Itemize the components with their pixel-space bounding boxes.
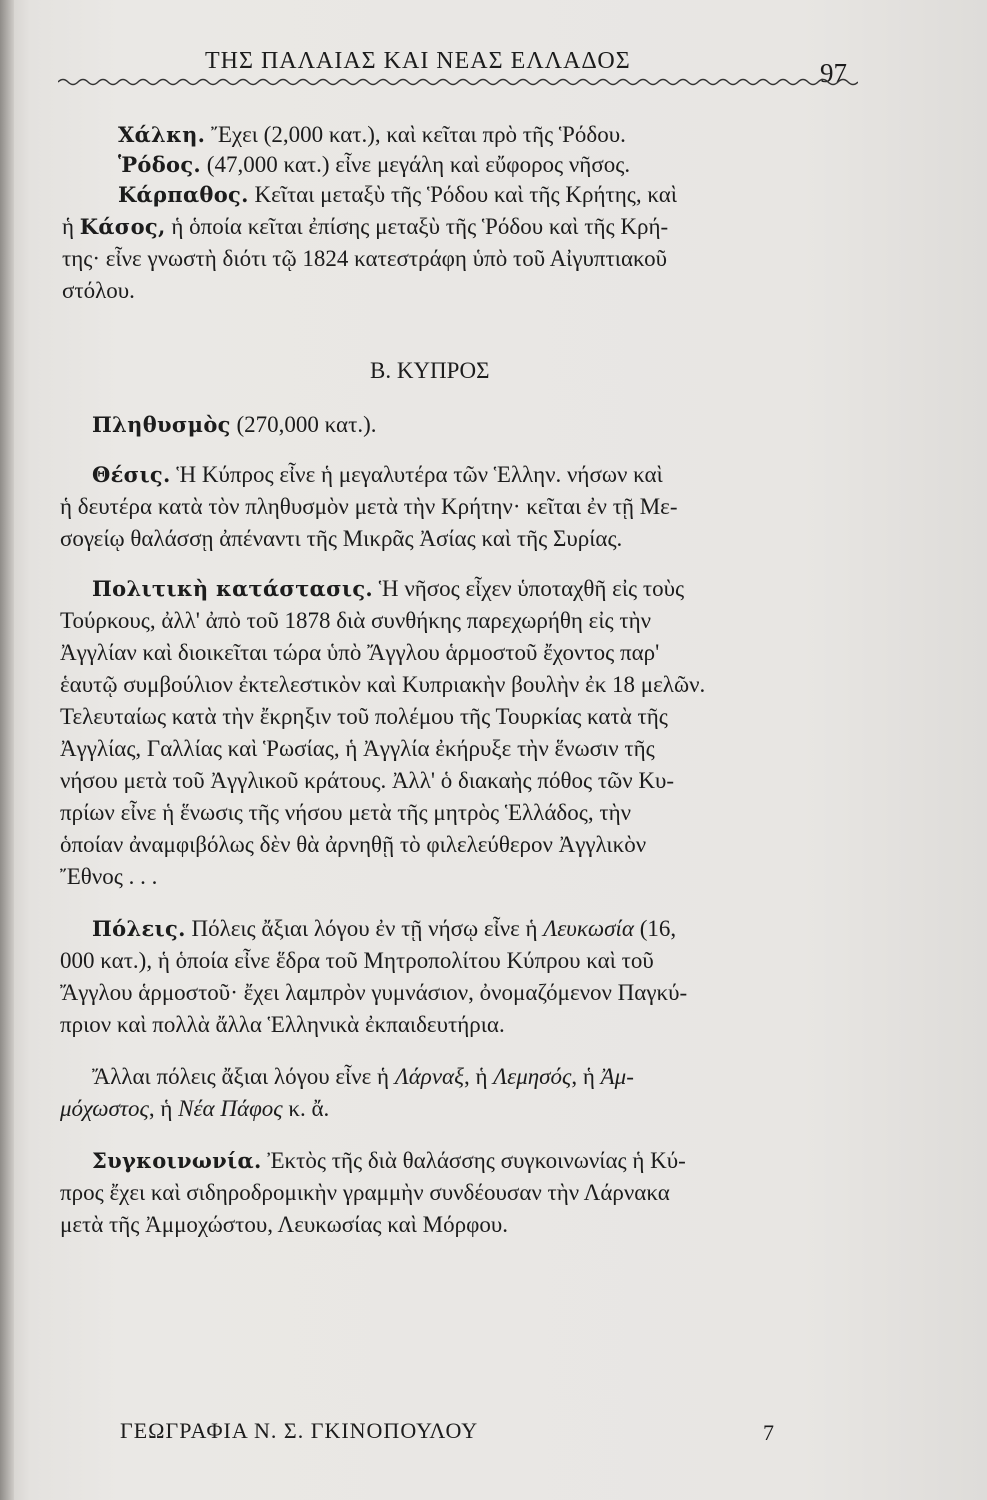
paragraph-karpathos-line-1: Κάρπαθος. Κεῖται μεταξὺ τῆς Ῥόδου καὶ τῆς Κρήτης, καὶ — [118, 182, 678, 207]
island-name-kasos: Κάσος, — [79, 214, 166, 239]
paragraph-karpathos-line-2: ἡ Κάσος, ἡ ὁποία κεῖται ἐπίσης μεταξὺ τῆς Ῥόδου καὶ τῆς Κρή- — [62, 214, 669, 239]
section-heading: Β. ΚΥΠΡΟΣ — [370, 358, 490, 383]
paragraph-position-line-3: σογείῳ θαλάσσῃ ἀπέναντι τῆς Μικρᾶς Ἀσίας καὶ τῆς Συρίας. — [60, 526, 623, 551]
paragraph-political-line-6: Ἀγγλίας, Γαλλίας καὶ Ῥωσίας, ἡ Ἀγγλία ἐκήρυξε τὴν ἕνωσιν τῆς — [60, 736, 655, 761]
footer-signature-mark: 7 — [763, 1420, 774, 1445]
label-cities: Πόλεις. — [92, 916, 186, 941]
paragraph-other-cities-line-2: μόχωστος, ἡ Νέα Πάφος κ. ἄ. — [60, 1096, 330, 1121]
page-number: 97 — [820, 58, 847, 88]
island-name-karpathos: Κάρπαθος. — [118, 182, 249, 207]
label-population: Πληθυσμὸς — [92, 412, 231, 437]
label-communications: Συγκοινωνία. — [92, 1148, 262, 1173]
label-position: Θέσις. — [92, 462, 171, 487]
paragraph-other-cities-line-1: Ἄλλαι πόλεις ἄξιαι λόγου εἶνε ἡ Λάρναξ, ἡ Λεμησός, ἡ Ἀμ- — [92, 1064, 634, 1089]
paragraph-political-line-8: πρίων εἶνε ἡ ἕνωσις τῆς νήσου μετὰ τῆς μητρὸς Ἑλλάδος, τὴν — [60, 800, 632, 825]
paragraph-political-line-2: Τούρκους, ἀλλ' ἀπὸ τοῦ 1878 διὰ συνθήκης παρεχωρήθη εἰς τὴν — [60, 608, 652, 633]
paragraph-political-line-9: ὁποίαν ἀναμφιβόλως δὲν θὰ ἀρνηθῇ τὸ φιλελεύθερον Ἀγγλικὸν — [60, 832, 647, 857]
paragraph-communications-line-3: μετὰ τῆς Ἀμμοχώστου, Λευκωσίας καὶ Μόρφου. — [60, 1212, 508, 1237]
paragraph-karpathos-line-3: της· εἶνε γνωστὴ διότι τῷ 1824 κατεστράφη ὑπὸ τοῦ Αἰγυπτιακοῦ — [62, 246, 667, 271]
city-paphos: Νέα Πάφος — [178, 1096, 283, 1121]
paragraph-political-line-4: ἑαυτῷ συμβούλιον ἐκτελεστικὸν καὶ Κυπριακὴν βουλὴν ἐκ 18 μελῶν. — [60, 672, 706, 697]
paragraph-karpathos-line-4: στόλου. — [62, 278, 135, 303]
paragraph-political-line-7: νήσου μετὰ τοῦ Ἀγγλικοῦ κράτους. Ἀλλ' ὁ διακαὴς πόθος τῶν Κυ- — [60, 768, 675, 793]
paragraph-communications-line-1: Συγκοινωνία. Ἐκτὸς τῆς διὰ θαλάσσης συγκοινωνίας ἡ Κύ- — [92, 1148, 686, 1173]
paragraph-population: Πληθυσμὸς (270,000 κατ.). — [92, 412, 377, 437]
paragraph-cities-line-4: πριον καὶ πολλὰ ἄλλα Ἑλληνικὰ ἐκπαιδευτήρια. — [60, 1012, 505, 1037]
paragraph-political-line-10: Ἔθνος . . . — [60, 864, 158, 889]
paragraph-political-line-3: Ἀγγλίαν καὶ διοικεῖται τώρα ὑπὸ Ἄγγλου ἁρμοστοῦ ἔχοντος παρ' — [60, 640, 660, 665]
running-title: ΤΗΣ ΠΑΛΑΙΑΣ ΚΑΙ ΝΕΑΣ ΕΛΛΑΔΟΣ — [205, 48, 631, 74]
paragraph-cities-line-1: Πόλεις. Πόλεις ἄξιαι λόγου ἐν τῇ νήσῳ εἶνε ἡ Λευκωσία (16, — [92, 916, 677, 941]
city-famagusta-part-2: μόχωστος — [60, 1096, 149, 1121]
paragraph-halki: Χάλκη. Ἔχει (2,000 κατ.), καὶ κεῖται πρὸ τῆς Ῥόδου. — [118, 122, 626, 147]
island-name-halki: Χάλκη. — [118, 122, 206, 147]
paragraph-position-line-1: Θέσις. Ἡ Κύπρος εἶνε ἡ μεγαλυτέρα τῶν Ἑλλην. νήσων καὶ — [92, 462, 663, 487]
paragraph-cities-line-3: Ἄγγλου ἁρμοστοῦ· ἔχει λαμπρὸν γυμνάσιον, ὀνομαζόμενον Παγκύ- — [60, 980, 688, 1005]
label-political-status: Πολιτικὴ κατάστασις. — [92, 576, 374, 601]
city-larnaca: Λάρναξ — [394, 1064, 464, 1089]
paragraph-political-line-1: Πολιτικὴ κατάστασις. Ἡ νῆσος εἶχεν ὑποταχθῆ εἰς τοὺς — [92, 576, 685, 601]
paragraph-cities-line-2: 000 κατ.), ἡ ὁποία εἶνε ἕδρα τοῦ Μητροπολίτου Κύπρου καὶ τοῦ — [60, 948, 654, 973]
footer-book-title: ΓΕΩΓΡΑΦΙΑ Ν. Σ. ΓΚΙΝΟΠΟΥΛΟΥ — [120, 1418, 479, 1443]
paragraph-political-line-5: Τελευταίως κατὰ τὴν ἔκρηξιν τοῦ πολέμου τῆς Τουρκίας κατὰ τῆς — [60, 704, 668, 729]
paragraph-rhodes: Ῥόδος. (47,000 κατ.) εἶνε μεγάλη καὶ εὔφορος νῆσος. — [118, 152, 631, 177]
island-name-rhodes: Ῥόδος. — [118, 152, 202, 177]
city-nicosia: Λευκωσία — [543, 916, 634, 941]
paragraph-communications-line-2: προς ἔχει καὶ σιδηροδρομικὴν γραμμὴν συνδέουσαν τὴν Λάρνακα — [60, 1180, 670, 1205]
paragraph-position-line-2: ἡ δευτέρα κατὰ τὸν πληθυσμὸν μετὰ τὴν Κρήτην· κεῖται ἐν τῇ Με- — [60, 494, 678, 519]
city-famagusta-part-1: Ἀμ- — [600, 1064, 634, 1089]
city-limassol: Λεμησός — [493, 1064, 572, 1089]
